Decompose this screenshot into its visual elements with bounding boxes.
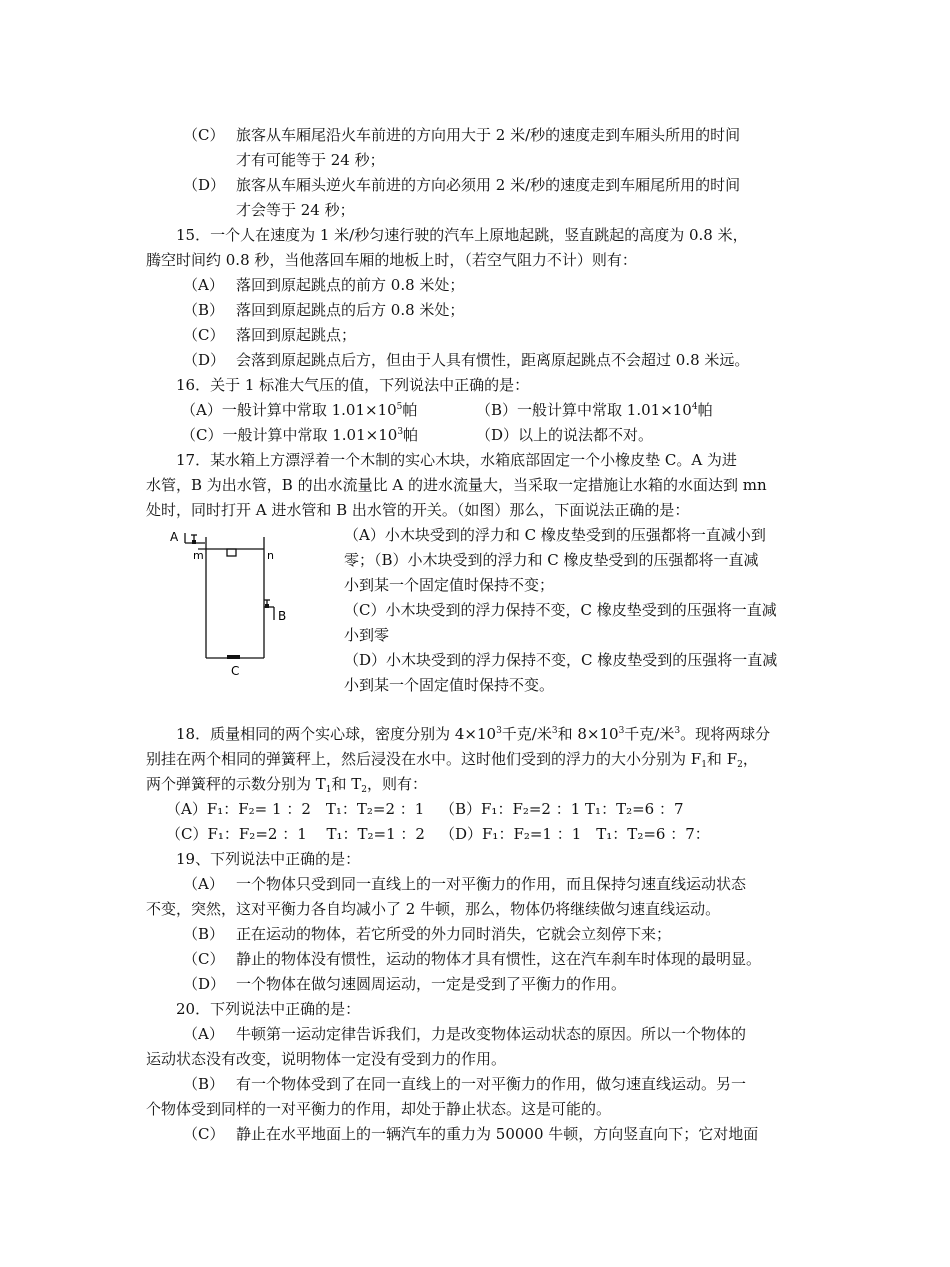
q15-opt-a-label: （A） bbox=[183, 276, 224, 294]
q15-opt-d-label: （D） bbox=[183, 351, 226, 369]
q18-stem-line3: 两个弹簧秤的示数分别为 $T_1$和 $T_2$，则有： bbox=[146, 775, 428, 795]
q17-opt-line4: （C）小木块受到的浮力保持不变，C 橡皮垫受到的压强将一直减 bbox=[344, 601, 777, 619]
q20-opt-c-label: （C） bbox=[183, 1125, 225, 1143]
q20-opt-b-line2: 个物体受到同样的一对平衡力的作用，却处于静止状态。这是可能的。 bbox=[146, 1100, 612, 1118]
q15-opt-c-label: （C） bbox=[183, 326, 225, 344]
q18-opt-a: （A）F₁：F₂= 1 ：2 T₁：T₂=2 ：1 bbox=[166, 800, 425, 818]
q19-stem: 19、下列说法中正确的是： bbox=[176, 850, 361, 868]
q20-opt-a-label: （A） bbox=[183, 1025, 224, 1043]
q17-opt-line3: 小到某一个固定值时保持不变； bbox=[344, 576, 555, 594]
q17-opt-line1: （A）小木块受到的浮力和 C 橡皮垫受到的压强都将一直减小到 bbox=[344, 526, 766, 544]
q15-opt-c-text: 落回到原起跳点； bbox=[236, 326, 357, 344]
q19-opt-d-label: （D） bbox=[183, 975, 226, 993]
q15-stem-line1: 15．一个人在速度为 1 米/秒匀速行驶的汽车上原地起跳，竖直跳起的高度为 0.8 米， bbox=[176, 226, 748, 244]
q18-stem-line2: 别挂在两个相同的弹簧秤上，然后浸没在水中。这时他们受到的浮力的大小分别为 $F_1$和 $F_2$， bbox=[146, 750, 758, 770]
water-tank-figure bbox=[165, 525, 310, 685]
q15-opt-a-text: 落回到原起跳点的前方 0.8 米处； bbox=[236, 276, 465, 294]
q14-opt-c-label: （C） bbox=[183, 126, 225, 144]
q20-opt-a-line1: 牛顿第一运动定律告诉我们，力是改变物体运动状态的原因。所以一个物体的 bbox=[236, 1025, 747, 1043]
q15-opt-d-text: 会落到原起跳点后方，但由于人具有惯性，距离原起跳点不会超过 0.8 米远。 bbox=[236, 351, 750, 369]
q19-opt-b-text: 正在运动的物体，若它所受的外力同时消失，它就会立刻停下来； bbox=[236, 925, 672, 943]
q18-opt-b: （B）F₁：F₂=2 ：1 T₁：T₂=6 ：7 bbox=[440, 800, 684, 818]
q16-opt-c: （C）一般计算中常取 $1.01\times 10^3$帕 bbox=[181, 426, 419, 444]
q17-opt-line2: 零；（B）小木块受到的浮力和 C 橡皮垫受到的压强都将一直减 bbox=[344, 551, 759, 569]
q19-opt-b-label: （B） bbox=[183, 925, 225, 943]
q14-opt-c-line1: 旅客从车厢尾沿火车前进的方向用大于 2 米/秒的速度走到车厢头所用的时间 bbox=[236, 126, 741, 144]
fig-label-b: B bbox=[278, 609, 287, 623]
q17-opt-line5: 小到零 bbox=[344, 626, 390, 644]
q15-stem-line2: 腾空时间约 0.8 秒，当他落回车厢的地板上时，（若空气阻力不计）则有： bbox=[146, 251, 637, 269]
q20-opt-a-line2: 运动状态没有改变，说明物体一定没有受到力的作用。 bbox=[146, 1050, 507, 1068]
q14-opt-c-line2: 才有可能等于 24 秒； bbox=[236, 151, 385, 169]
q20-opt-c-line1: 静止在水平地面上的一辆汽车的重力为 50000 牛顿，方向竖直向下；它对地面 bbox=[236, 1125, 759, 1143]
q20-opt-b-label: （B） bbox=[183, 1075, 225, 1093]
q19-opt-c-label: （C） bbox=[183, 950, 225, 968]
q14-opt-d-label: （D） bbox=[183, 176, 226, 194]
q17-stem-line3: 处时，同时打开 A 进水管和 B 出水管的开关。（如图）那么，下面说法正确的是： bbox=[146, 501, 690, 519]
q17-stem-line2: 水管，B 为出水管，B 的出水流量比 A 的进水流量大，当采取一定措施让水箱的水面达到 mn bbox=[146, 476, 767, 494]
q18-opt-d: （D）F₁：F₂=1 ：1 T₁：T₂=6 ：7： bbox=[440, 825, 710, 843]
q14-opt-d-line1: 旅客从车厢头逆火车前进的方向必须用 2 米/秒的速度走到车厢尾所用的时间 bbox=[236, 176, 741, 194]
q19-opt-a-line2: 不变，突然，这对平衡力各自均减小了 2 牛顿，那么，物体仍将继续做匀速直线运动。 bbox=[146, 900, 721, 918]
q18-stem-line1: 18．质量相同的两个实心球，密度分别为 $4\times 10^3$千克/米$^3$和 $8\times 10^3$千克/米$^3$。现将两球分 bbox=[176, 725, 771, 743]
q19-opt-a-line1: 一个物体只受到同一直线上的一对平衡力的作用，而且保持匀速直线运动状态 bbox=[236, 875, 747, 893]
q16-opt-b: （B）一般计算中常取 $1.01\times 10^4$帕 bbox=[476, 401, 713, 419]
q18-opt-c: （C）F₁：F₂=2 ：1 T₁：T₂=1 ：2 bbox=[166, 825, 425, 843]
q14-opt-d-line2: 才会等于 24 秒； bbox=[236, 201, 355, 219]
q17-opt-line6: （D）小木块受到的浮力保持不变，C 橡皮垫受到的压强将一直减 bbox=[344, 651, 778, 669]
fig-label-a: A bbox=[170, 530, 179, 544]
q20-opt-b-line1: 有一个物体受到了在同一直线上的一对平衡力的作用，做匀速直线运动。另一 bbox=[236, 1075, 747, 1093]
q19-opt-a-label: （A） bbox=[183, 875, 224, 893]
q19-opt-d-text: 一个物体在做匀速圆周运动，一定是受到了平衡力的作用。 bbox=[236, 975, 627, 993]
q16-opt-d: （D）以上的说法都不对。 bbox=[476, 426, 654, 444]
q17-opt-line7: 小到某一个固定值时保持不变。 bbox=[344, 676, 555, 694]
q16-opt-a: （A）一般计算中常取 $1.01\times 10^5$帕 bbox=[181, 401, 418, 419]
q15-opt-b-label: （B） bbox=[183, 301, 225, 319]
q16-stem: 16．关于 1 标准大气压的值，下列说法中正确的是： bbox=[176, 376, 530, 394]
fig-label-m: m bbox=[193, 549, 204, 562]
q17-stem-line1: 17．某水箱上方漂浮着一个木制的实心木块，水箱底部固定一个小橡皮垫 C。A 为进 bbox=[176, 451, 737, 469]
fig-label-c: C bbox=[231, 664, 240, 678]
q20-stem: 20．下列说法中正确的是： bbox=[176, 1000, 361, 1018]
q15-opt-b-text: 落回到原起跳点的后方 0.8 米处； bbox=[236, 301, 465, 319]
q19-opt-c-text: 静止的物体没有惯性，运动的物体才具有惯性，这在汽车刹车时体现的最明显。 bbox=[236, 950, 762, 968]
fig-label-n: n bbox=[267, 549, 274, 562]
